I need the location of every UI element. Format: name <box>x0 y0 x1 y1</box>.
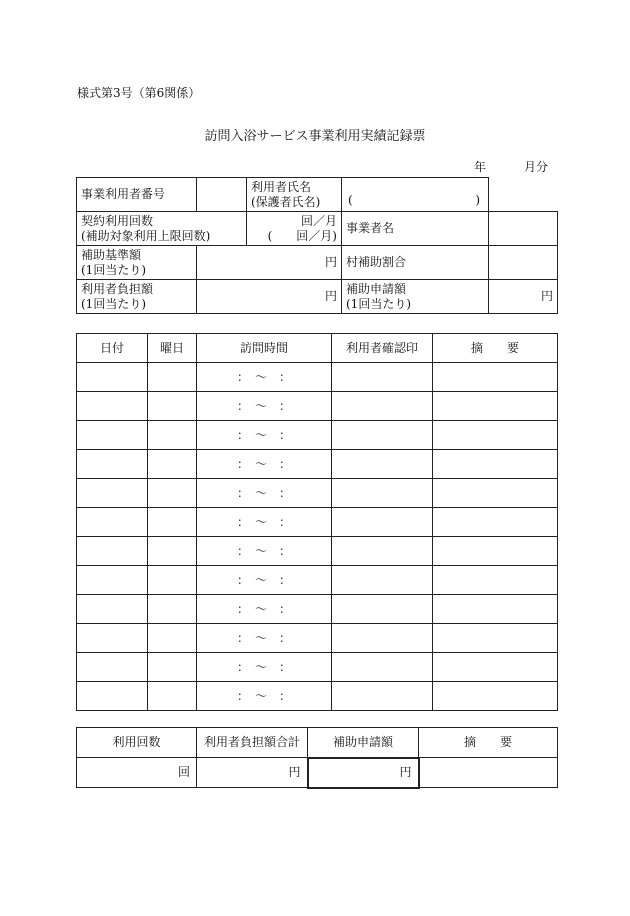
totals-value-row <box>77 758 558 788</box>
date-cell[interactable] <box>77 421 148 450</box>
header-confirm-seal: 利用者確認印 <box>332 334 433 363</box>
remarks-cell[interactable] <box>433 595 558 624</box>
month-label: 月分 <box>524 160 549 174</box>
visit-time-cell[interactable]: ： 〜 ： <box>197 508 332 537</box>
contract-count-field[interactable]: 回／月 ( 回／月) <box>247 212 342 246</box>
user-burden-field[interactable]: 円 <box>197 280 342 314</box>
weekday-cell[interactable] <box>148 653 197 682</box>
header-usage-count: 利用回数 <box>77 728 197 758</box>
weekday-cell[interactable] <box>148 421 197 450</box>
header-weekday: 曜日 <box>148 334 197 363</box>
confirm-seal-cell[interactable] <box>332 624 433 653</box>
record-row <box>77 392 558 421</box>
user-number-field[interactable] <box>197 178 247 212</box>
weekday-cell[interactable] <box>148 479 197 508</box>
village-rate-label: 村補助割合 <box>342 246 489 280</box>
record-row <box>77 421 558 450</box>
document-title: 訪問入浴サービス事業利用実績記録票 <box>204 129 426 144</box>
date-cell[interactable] <box>77 537 148 566</box>
info-table <box>76 177 558 314</box>
visit-time-cell[interactable]: ： 〜 ： <box>197 479 332 508</box>
record-row <box>77 595 558 624</box>
remarks-cell[interactable] <box>433 682 558 711</box>
confirm-seal-cell[interactable] <box>332 653 433 682</box>
remarks-cell[interactable] <box>433 363 558 392</box>
header-visit-time: 訪問時間 <box>197 334 332 363</box>
weekday-cell[interactable] <box>148 508 197 537</box>
record-row <box>77 479 558 508</box>
visit-time-cell[interactable]: ： 〜 ： <box>197 682 332 711</box>
visit-time-cell[interactable]: ： 〜 ： <box>197 450 332 479</box>
remarks-cell[interactable] <box>433 508 558 537</box>
burden-total-field[interactable]: 円 <box>197 758 308 788</box>
weekday-cell[interactable] <box>148 566 197 595</box>
remarks-cell[interactable] <box>433 624 558 653</box>
user-burden-label: 利用者負担額 (1回当たり) <box>77 280 197 314</box>
visit-time-cell[interactable]: ： 〜 ： <box>197 624 332 653</box>
record-row <box>77 566 558 595</box>
weekday-cell[interactable] <box>148 682 197 711</box>
header-burden-total: 利用者負担額合計 <box>197 728 308 758</box>
weekday-cell[interactable] <box>148 392 197 421</box>
weekday-cell[interactable] <box>148 624 197 653</box>
base-amount-label: 補助基準額 (1回当たり) <box>77 246 197 280</box>
visit-time-cell[interactable]: ： 〜 ： <box>197 392 332 421</box>
remarks-cell[interactable] <box>433 653 558 682</box>
remarks-cell[interactable] <box>433 392 558 421</box>
remarks-cell[interactable] <box>433 537 558 566</box>
weekday-cell[interactable] <box>148 537 197 566</box>
form-number-label: 様式第3号（第6関係） <box>77 86 201 100</box>
totals-header-row <box>77 728 558 758</box>
date-cell[interactable] <box>77 363 148 392</box>
provider-name-label: 事業者名 <box>342 212 489 246</box>
visit-time-cell[interactable]: ： 〜 ： <box>197 537 332 566</box>
date-cell[interactable] <box>77 392 148 421</box>
record-row <box>77 537 558 566</box>
record-row <box>77 363 558 392</box>
date-cell[interactable] <box>77 479 148 508</box>
provider-name-field[interactable] <box>489 212 558 246</box>
confirm-seal-cell[interactable] <box>332 421 433 450</box>
header-remarks: 摘 要 <box>433 334 558 363</box>
weekday-cell[interactable] <box>148 450 197 479</box>
record-row <box>77 508 558 537</box>
date-cell[interactable] <box>77 682 148 711</box>
visit-time-cell[interactable]: ： 〜 ： <box>197 421 332 450</box>
year-month-label <box>474 158 548 175</box>
header-date: 日付 <box>77 334 148 363</box>
year-label: 年 <box>474 160 487 174</box>
confirm-seal-cell[interactable] <box>332 682 433 711</box>
record-row <box>77 682 558 711</box>
visit-time-cell[interactable]: ： 〜 ： <box>197 595 332 624</box>
confirm-seal-cell[interactable] <box>332 537 433 566</box>
remarks-cell[interactable] <box>433 450 558 479</box>
empty-cell <box>489 178 558 212</box>
village-rate-field[interactable] <box>489 246 558 280</box>
remarks-cell[interactable] <box>433 421 558 450</box>
date-cell[interactable] <box>77 508 148 537</box>
user-number-label: 事業利用者番号 <box>77 178 197 212</box>
record-row <box>77 624 558 653</box>
date-cell[interactable] <box>77 595 148 624</box>
header-totals-remarks: 摘 要 <box>419 728 558 758</box>
visit-time-cell[interactable]: ： 〜 ： <box>197 653 332 682</box>
date-cell[interactable] <box>77 450 148 479</box>
record-row <box>77 450 558 479</box>
records-table <box>76 333 558 711</box>
record-row <box>77 653 558 682</box>
user-name-field[interactable]: ( ) <box>342 178 489 212</box>
totals-table <box>76 727 558 789</box>
confirm-seal-cell[interactable] <box>332 392 433 421</box>
weekday-cell[interactable] <box>148 595 197 624</box>
subsidy-request-label: 補助申請額 (1回当たり) <box>342 280 489 314</box>
visit-time-cell[interactable]: ： 〜 ： <box>197 363 332 392</box>
confirm-seal-cell[interactable] <box>332 450 433 479</box>
weekday-cell[interactable] <box>148 363 197 392</box>
records-header-row <box>77 334 558 363</box>
confirm-seal-cell[interactable] <box>332 479 433 508</box>
usage-count-field[interactable]: 回 <box>77 758 197 788</box>
header-subsidy-request: 補助申請額 <box>308 728 419 758</box>
visit-time-cell[interactable]: ： 〜 ： <box>197 566 332 595</box>
confirm-seal-cell[interactable] <box>332 595 433 624</box>
confirm-seal-cell[interactable] <box>332 508 433 537</box>
date-cell[interactable] <box>77 566 148 595</box>
user-name-label: 利用者氏名 (保護者氏名) <box>247 178 342 212</box>
remarks-cell[interactable] <box>433 479 558 508</box>
confirm-seal-cell[interactable] <box>332 566 433 595</box>
date-cell[interactable] <box>77 624 148 653</box>
totals-remarks-field[interactable] <box>419 758 558 788</box>
contract-count-label: 契約利用回数 (補助対象利用上限回数) <box>77 212 247 246</box>
remarks-cell[interactable] <box>433 566 558 595</box>
subsidy-request-field[interactable]: 円 <box>489 280 558 314</box>
base-amount-field[interactable]: 円 <box>197 246 342 280</box>
subsidy-request-total-field[interactable]: 円 <box>308 758 419 788</box>
confirm-seal-cell[interactable] <box>332 363 433 392</box>
date-cell[interactable] <box>77 653 148 682</box>
